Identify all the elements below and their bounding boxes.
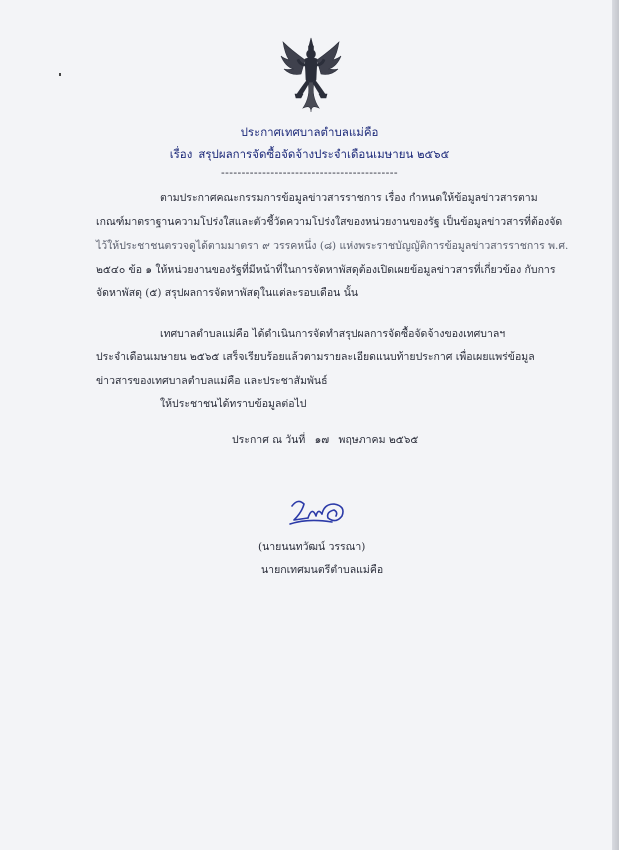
- date-line: [232, 431, 418, 448]
- paragraph2-line3: ข่าวสารของเทศบาลตำบลแม่คือ และประชาสัมพันธ์: [96, 375, 328, 387]
- signatory-name: (นายนนทวัฒน์ วรรณา): [258, 541, 366, 553]
- paragraph1-line4: ๒๕๔๐ ข้อ ๑ ให้หน่วยงานของรัฐที่มีหน้าที่ในการจัดหาพัสดุต้องเปิดเผยข้อมูลข่าวสารที่เกี่ยวข้อง กับการ: [96, 264, 556, 276]
- separator-line: -------------------------------------------: [220, 166, 399, 179]
- paragraph1-line2: เกณฑ์มาตราฐานความโปร่งใสและตัวชี้วัดความโปร่งใสของหน่วยงานของรัฐ เป็นข้อมูลข่าวสารที่ต้องจัด: [96, 216, 563, 228]
- signatory-position: นายกเทศมนตรีตำบลแม่คือ: [261, 564, 384, 576]
- paragraph2-line2: ประจำเดือนเมษายน ๒๕๖๕ เสร็จเรียบร้อยแล้วตามรายละเอียดแนบท้ายประกาศ เพื่อเผยแพร่ข้อมูล: [96, 351, 535, 363]
- announcement-title: ประกาศเทศบาลตำบลแม่คือ: [240, 125, 379, 139]
- garuda-emblem-icon: [279, 36, 343, 114]
- paragraph1-line3: ไว้ให้ประชาชนตรวจดูได้ตามมาตรา ๙ วรรคหนึ่ง (๘) แห่งพระราชบัญญัติการข้อมูลข่าวสารราชการ พ.ศ.: [96, 240, 569, 252]
- date-prefix: ประกาศ ณ วันที่: [232, 434, 306, 446]
- subject-text: สรุปผลการจัดซื้อจัดจ้างประจำเดือนเมษายน ๒๕๖๕: [198, 147, 450, 161]
- subject-label: เรื่อง: [169, 147, 193, 161]
- scan-speck: [59, 73, 61, 76]
- paragraph2-line1: เทศบาลตำบลแม่คือ ได้ดำเนินการจัดทำสรุปผลการจัดซื้อจัดจ้างของเทศบาลฯ: [160, 328, 506, 340]
- signature-mark-icon: [288, 496, 350, 530]
- scan-edge: [612, 0, 619, 850]
- paragraph3: ให้ประชาชนได้ทราบข้อมูลต่อไป: [160, 398, 307, 410]
- date-month-year: พฤษภาคม ๒๕๖๕: [338, 434, 419, 446]
- paragraph1-line5: จัดหาพัสดุ (๕) สรุปผลการจัดหาพัสดุในแต่ละรอบเดือน นั้น: [96, 287, 359, 299]
- paragraph1-line1: ตามประกาศคณะกรรมการข้อมูลข่าวสารราชการ เรื่อง กำหนดให้ข้อมูลข่าวสารตาม: [160, 192, 538, 204]
- announcement-subject: [0, 146, 619, 164]
- date-day: ๑๗: [314, 434, 330, 446]
